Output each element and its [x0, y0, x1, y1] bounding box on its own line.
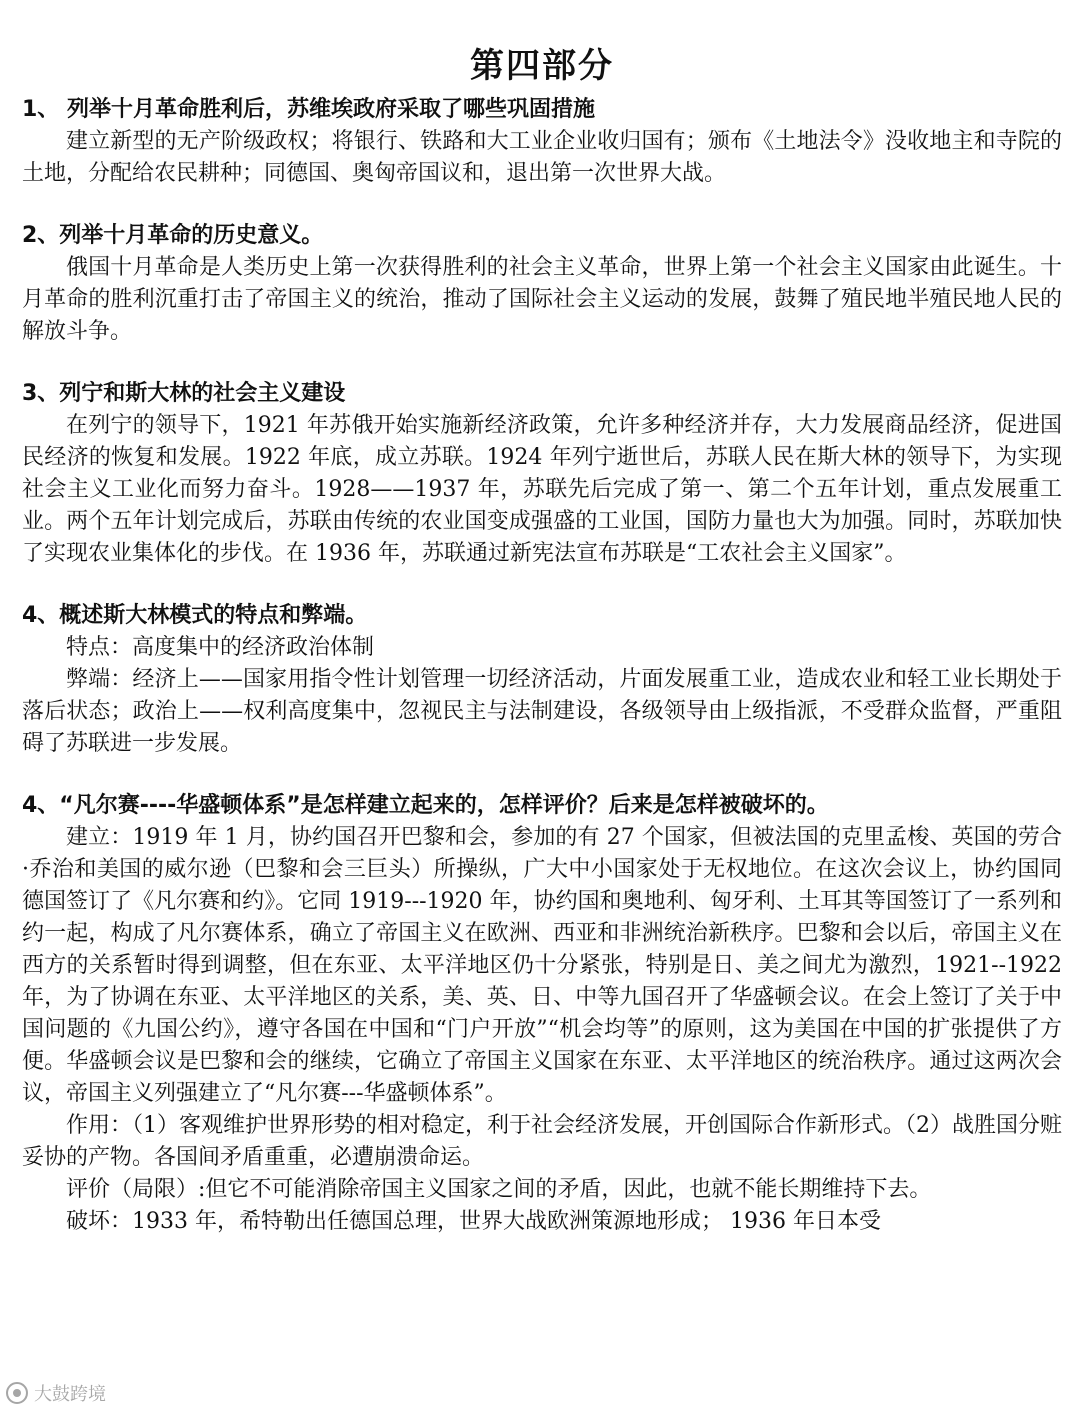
section-4 — [22, 600, 1062, 760]
watermark-text: 大鼓跨境 — [34, 1384, 106, 1405]
camera-lens-icon — [6, 1382, 28, 1404]
section-3 — [22, 378, 1062, 570]
document-page — [22, 40, 1062, 1238]
section-paragraph: 破坏：1933 年，希特勒出任德国总理，世界大战欧洲策源地形成； 1936 年日本受 — [66, 1209, 881, 1234]
section-5 — [22, 790, 1062, 1238]
section-paragraph: 评价（局限）:但它不可能消除帝国主义国家之间的矛盾，因此，也就不能长期维持下去。 — [66, 1177, 932, 1202]
section-paragraph: 在列宁的领导下，1921 年苏俄开始实施新经济政策，允许多种经济并存，大力发展商品经济，促进国民经济的恢复和发展。1922 年底，成立苏联。1924 年列宁逝世后，苏联人民在斯大林的领导下，为实现社会主义工业化而努力奋斗。1928——1937 年，苏联先后完成了第一、第二个五年计划，重点发展重工业。两个五年计划完成后，苏联由传统的农业国变成强盛的工业国，国防力量也大为加强。同时，苏联加快了实现农业集体化的步伐。在 1936 年，苏联通过新宪法宣布苏联是“工农社会主义国家”。 — [22, 413, 1062, 566]
document-title: 第四部分 — [470, 46, 614, 86]
section-2 — [22, 220, 1062, 348]
section-paragraph: 作用：（1）客观维护世界形势的相对稳定，利于社会经济发展，开创国际合作新形式。（2）战胜国分赃妥协的产物。各国间矛盾重重，必遭崩溃命运。 — [22, 1113, 1062, 1170]
section-heading: 3、列宁和斯大林的社会主义建设 — [22, 381, 346, 406]
section-heading: 1、 列举十月革命胜利后，苏维埃政府采取了哪些巩固措施 — [22, 97, 595, 122]
section-paragraph: 建立：1919 年 1 月，协约国召开巴黎和会，参加的有 27 个国家，但被法国的克里孟梭、英国的劳合·乔治和美国的威尔逊（巴黎和会三巨头）所操纵，广大中小国家处于无权地位。在这次会议上，协约国同德国签订了《凡尔赛和约》。它同 1919---1920 年，协约国和奥地利、匈牙利、土耳其等国签订了一系列和约一起，构成了凡尔赛体系，确立了帝国主义在欧洲、西亚和非洲统治新秩序。巴黎和会以后，帝国主义在西方的关系暂时得到调整，但在东亚、太平洋地区仍十分紧张，特别是日、美之间尤为激烈，1921--1922 年，为了协调在东亚、太平洋地区的关系，美、英、日、中等九国召开了华盛顿会议。在会上签订了关于中国问题的《九国公约》，遵守各国在中国和“门户开放”“机会均等”的原则，这为美国在中国的扩张提供了方便。华盛顿会议是巴黎和会的继续，它确立了帝国主义国家在东亚、太平洋地区的统治秩序。通过这两次会议，帝国主义列强建立了“凡尔赛---华盛顿体系”。 — [22, 825, 1062, 1106]
section-paragraph: 特点：高度集中的经济政治体制 — [66, 635, 375, 660]
section-heading: 4、“凡尔赛----华盛顿体系”是怎样建立起来的，怎样评价？后来是怎样被破坏的。 — [22, 793, 829, 818]
watermark — [6, 1380, 106, 1406]
section-heading: 2、列举十月革命的历史意义。 — [22, 223, 324, 248]
section-heading: 4、概述斯大林模式的特点和弊端。 — [22, 603, 368, 628]
section-1 — [22, 94, 1062, 190]
section-paragraph: 建立新型的无产阶级政权；将银行、铁路和大工业企业收归国有；颁布《土地法令》没收地主和寺院的土地，分配给农民耕种；同德国、奥匈帝国议和，退出第一次世界大战。 — [22, 129, 1062, 186]
section-paragraph: 弊端：经济上——国家用指令性计划管理一切经济活动，片面发展重工业，造成农业和轻工业长期处于落后状态；政治上——权利高度集中，忽视民主与法制建设，各级领导由上级指派，不受群众监督，严重阻碍了苏联进一步发展。 — [22, 667, 1062, 756]
section-paragraph: 俄国十月革命是人类历史上第一次获得胜利的社会主义革命，世界上第一个社会主义国家由此诞生。十月革命的胜利沉重打击了帝国主义的统治，推动了国际社会主义运动的发展，鼓舞了殖民地半殖民地人民的解放斗争。 — [22, 255, 1062, 344]
